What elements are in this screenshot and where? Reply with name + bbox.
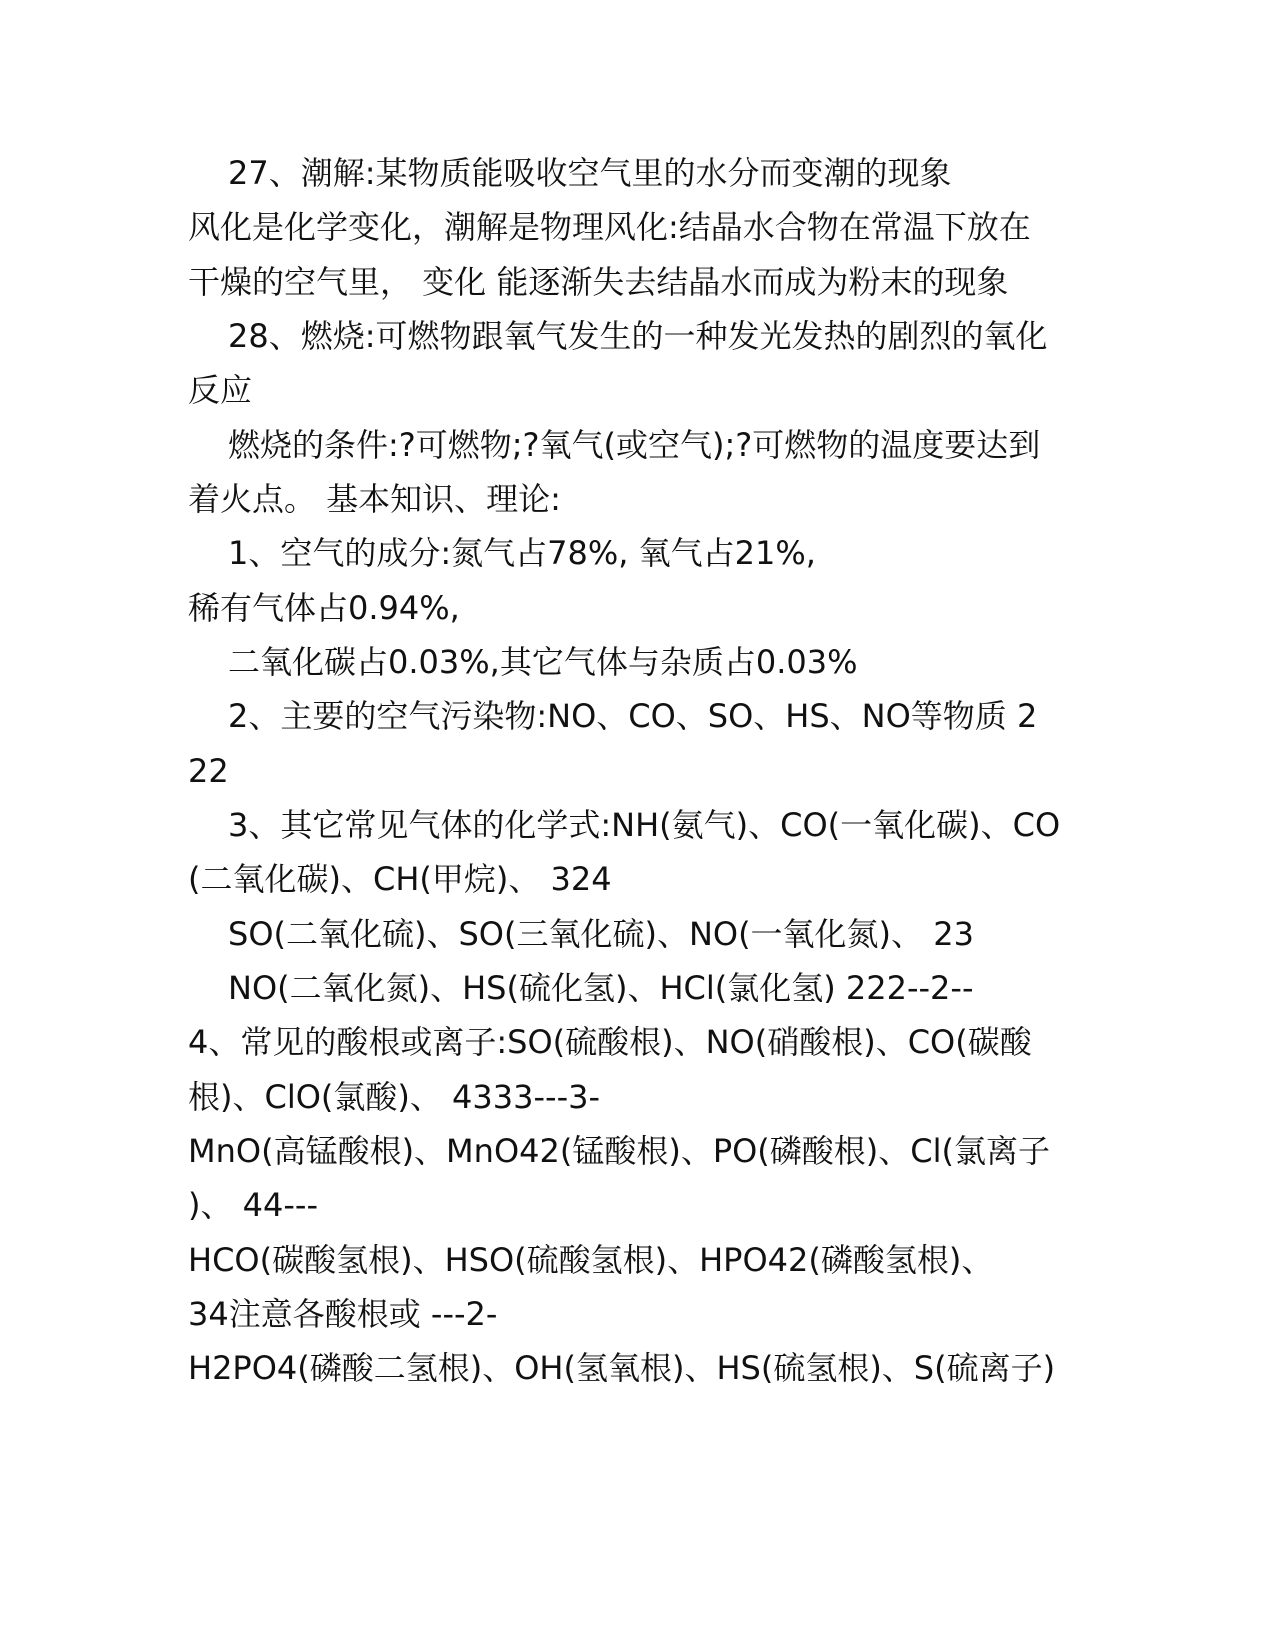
text-line-18: 根)、ClO(氯酸)、 4333---3-: [188, 1078, 601, 1116]
text-line-1: 27、潮解:某物质能吸收空气里的水分而变潮的现象: [228, 154, 952, 192]
text-line-7: 着火点。 基本知识、理论:: [188, 480, 561, 518]
text-line-16: NO(二氧化氮)、HS(硫化氢)、HCl(氯化氢) 222--2--: [228, 969, 974, 1007]
text-line-9: 稀有气体占0.94%,: [188, 589, 460, 627]
text-line-6: 燃烧的条件:?可燃物;?氧气(或空气);?可燃物的温度要达到: [228, 426, 1041, 464]
text-line-15: SO(二氧化硫)、SO(三氧化硫)、NO(一氧化氮)、 23: [228, 915, 974, 953]
text-line-21: HCO(碳酸氢根)、HSO(硫酸氢根)、HPO42(磷酸氢根)、: [188, 1241, 994, 1279]
text-line-17: 4、常见的酸根或离子:SO(硫酸根)、NO(硝酸根)、CO(碳酸: [188, 1023, 1032, 1061]
text-line-11: 2、主要的空气污染物:NO、CO、SO、HS、NO等物质 2: [228, 697, 1038, 735]
text-line-19: MnO(高锰酸根)、MnO42(锰酸根)、PO(磷酸根)、Cl(氯离子: [188, 1132, 1050, 1170]
text-line-4: 28、燃烧:可燃物跟氧气发生的一种发光发热的剧烈的氧化: [228, 317, 1048, 355]
text-line-8: 1、空气的成分:氮气占78%, 氧气占21%,: [228, 534, 816, 572]
text-line-2: 风化是化学变化，潮解是物理风化:结晶水合物在常温下放在: [188, 208, 1031, 246]
text-line-23: H2PO4(磷酸二氢根)、OH(氢氧根)、HS(硫氢根)、S(硫离子): [188, 1349, 1056, 1387]
text-line-12: 22: [188, 752, 229, 790]
text-line-5: 反应: [188, 371, 253, 409]
text-line-14: (二氧化碳)、CH(甲烷)、 324: [188, 860, 612, 898]
text-line-3: 干燥的空气里， 变化 能逐渐失去结晶水而成为粉末的现象: [188, 263, 1009, 301]
text-line-20: )、 44---: [188, 1186, 319, 1224]
text-line-13: 3、其它常见气体的化学式:NH(氨气)、CO(一氧化碳)、CO: [228, 806, 1061, 844]
text-line-10: 二氧化碳占0.03%,其它气体与杂质占0.03%: [228, 643, 858, 681]
text-line-22: 34注意各酸根或 ---2-: [188, 1295, 498, 1333]
